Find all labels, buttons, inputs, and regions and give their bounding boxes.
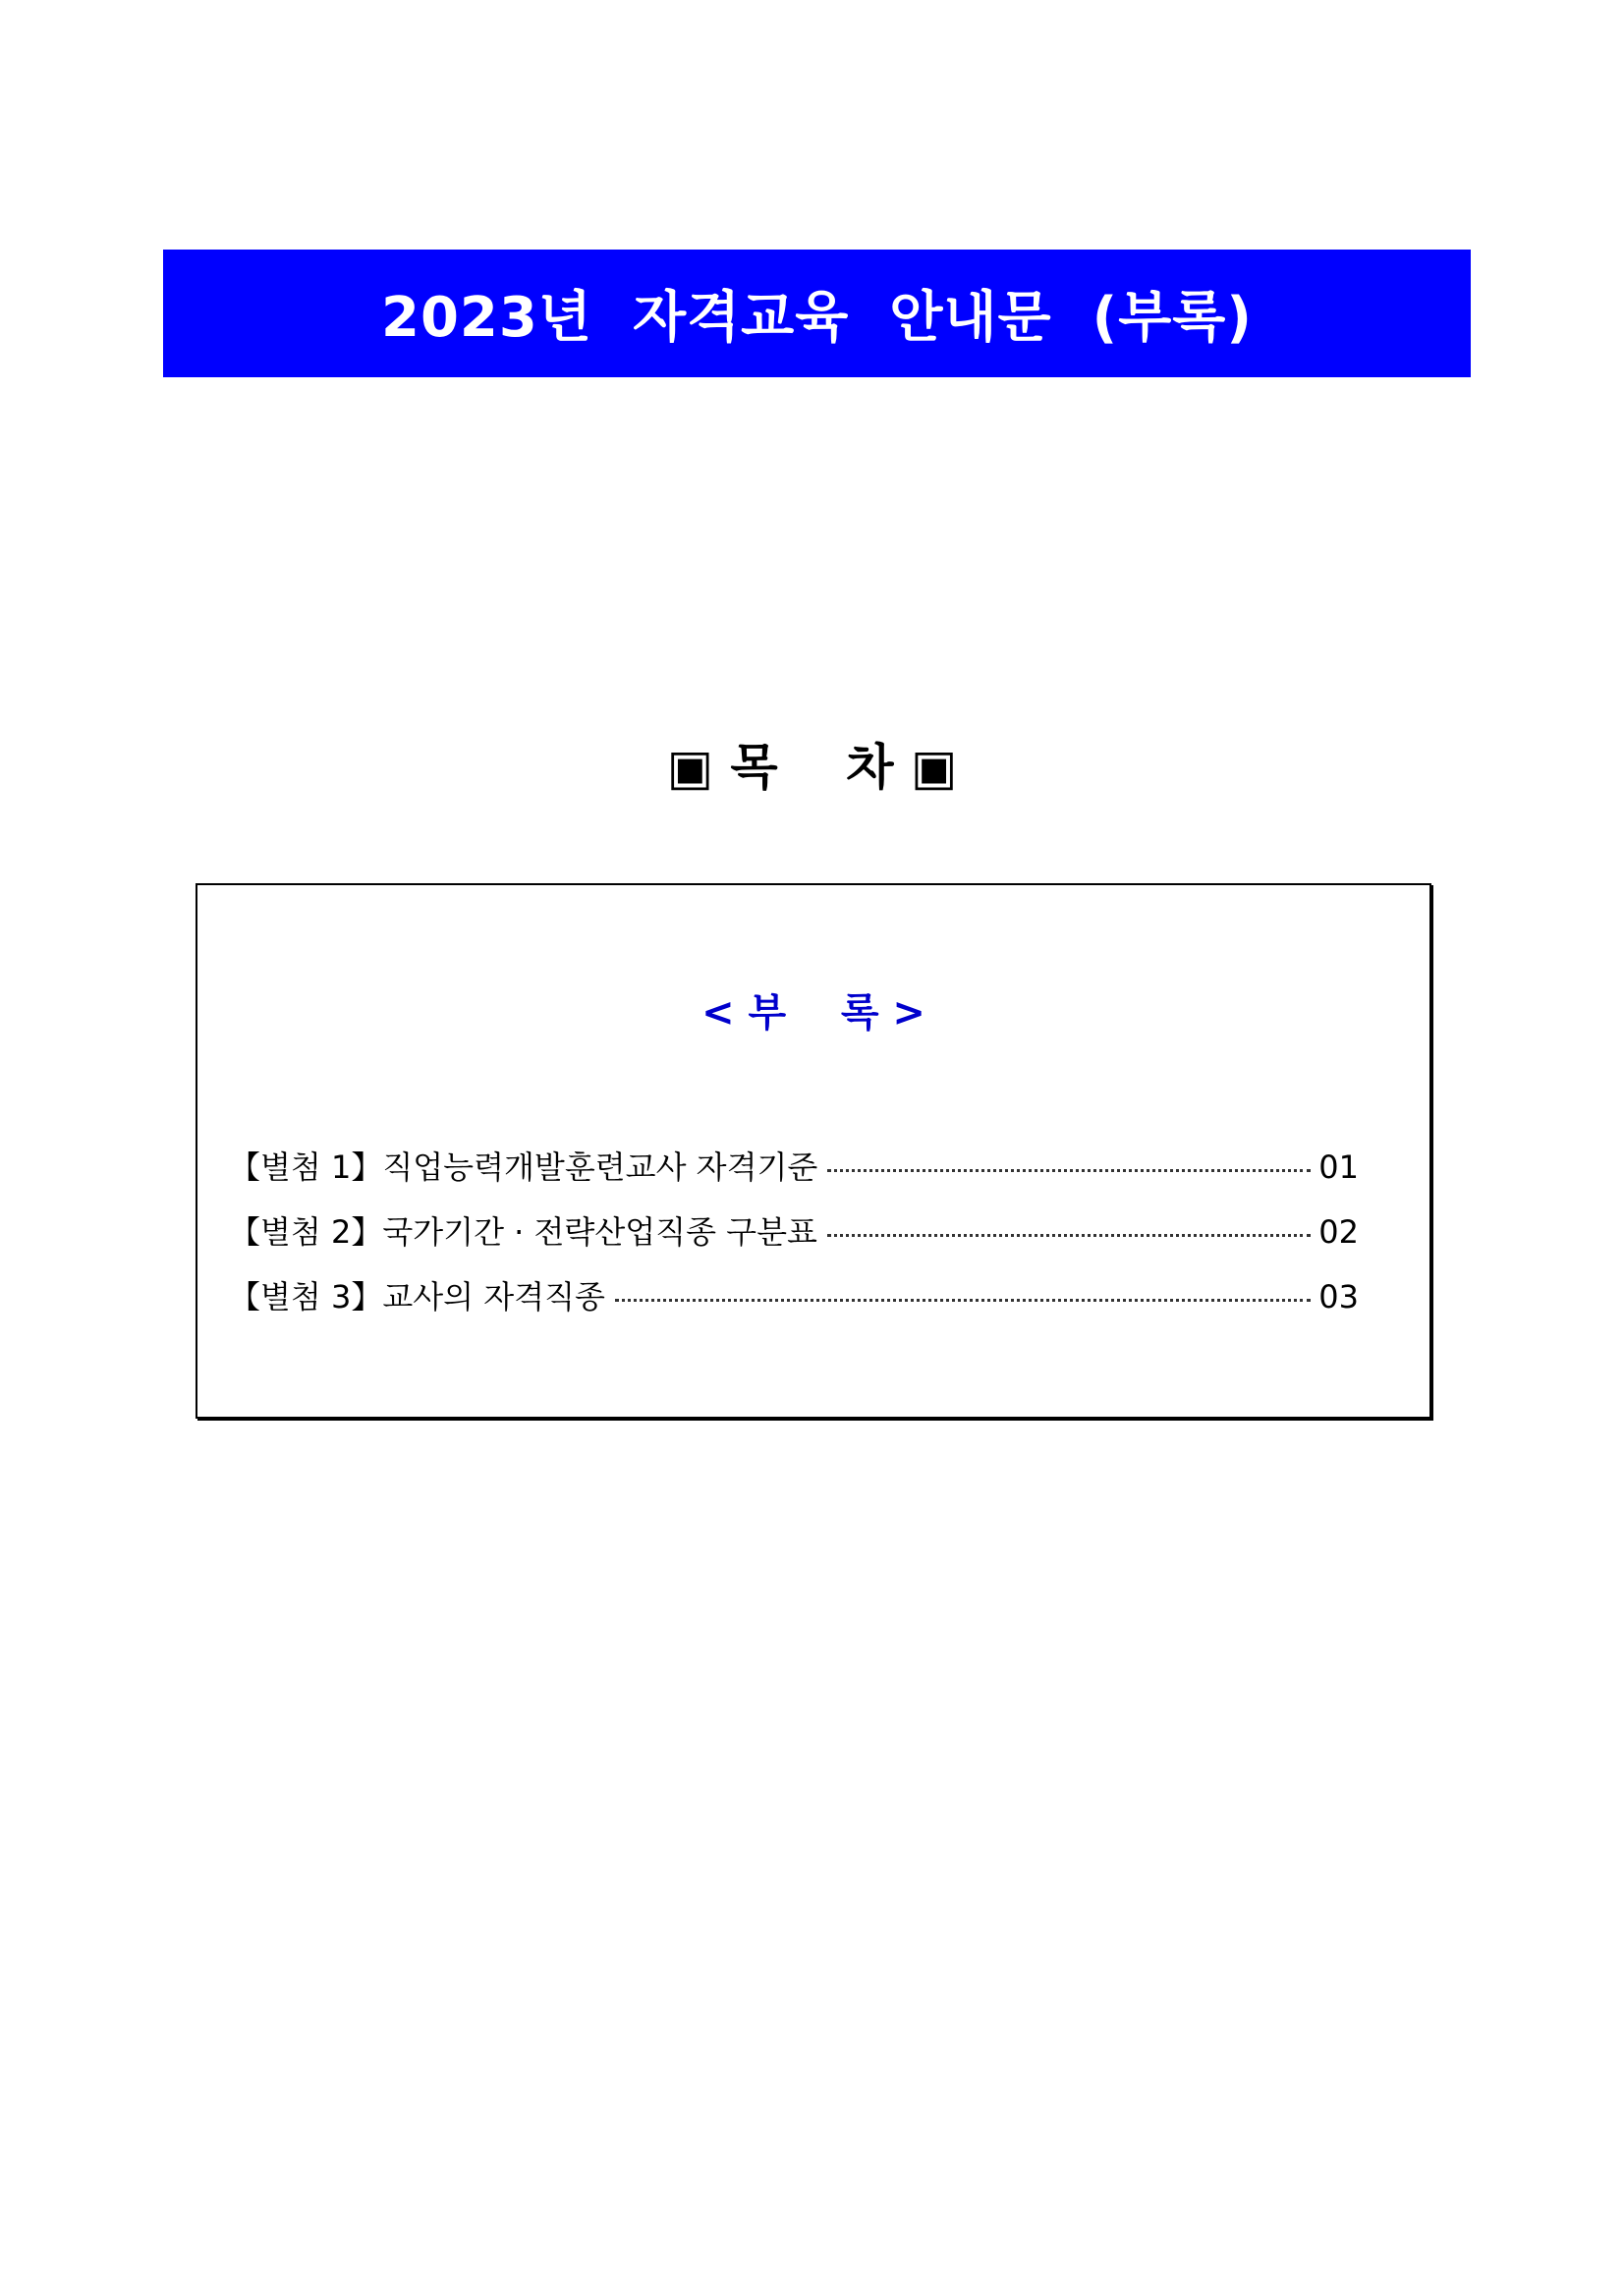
toc-box — [196, 883, 1431, 1419]
toc-dot-leader — [615, 1299, 1311, 1302]
appendix-heading: < 부 록 > — [701, 990, 925, 1036]
toc-item-page: 01 — [1318, 1148, 1359, 1186]
toc-item-page: 03 — [1318, 1278, 1359, 1316]
toc-dot-leader — [827, 1169, 1311, 1172]
toc-item-label: 【별첨 1】 — [229, 1148, 383, 1186]
toc-item-label: 【별첨 2】 — [229, 1213, 383, 1251]
document-title: 2023년 자격교육 안내문 (부록) — [381, 286, 1253, 350]
toc-dot-leader — [827, 1234, 1311, 1237]
toc-item[interactable] — [229, 1272, 1359, 1337]
toc-item-page: 02 — [1318, 1213, 1359, 1251]
toc-item-title: 교사의 자격직종 — [382, 1278, 605, 1316]
title-banner — [163, 250, 1471, 377]
toc-item-label: 【별첨 3】 — [229, 1278, 383, 1316]
toc-item-title: 직업능력개발훈련교사 자격기준 — [382, 1148, 818, 1186]
toc-item-title: 국가기간 · 전략산업직종 구분표 — [382, 1213, 817, 1251]
toc-heading: ▣ 목 차 ▣ — [666, 739, 958, 796]
toc-list — [229, 1143, 1359, 1337]
toc-item[interactable] — [229, 1143, 1359, 1207]
toc-item[interactable] — [229, 1207, 1359, 1272]
